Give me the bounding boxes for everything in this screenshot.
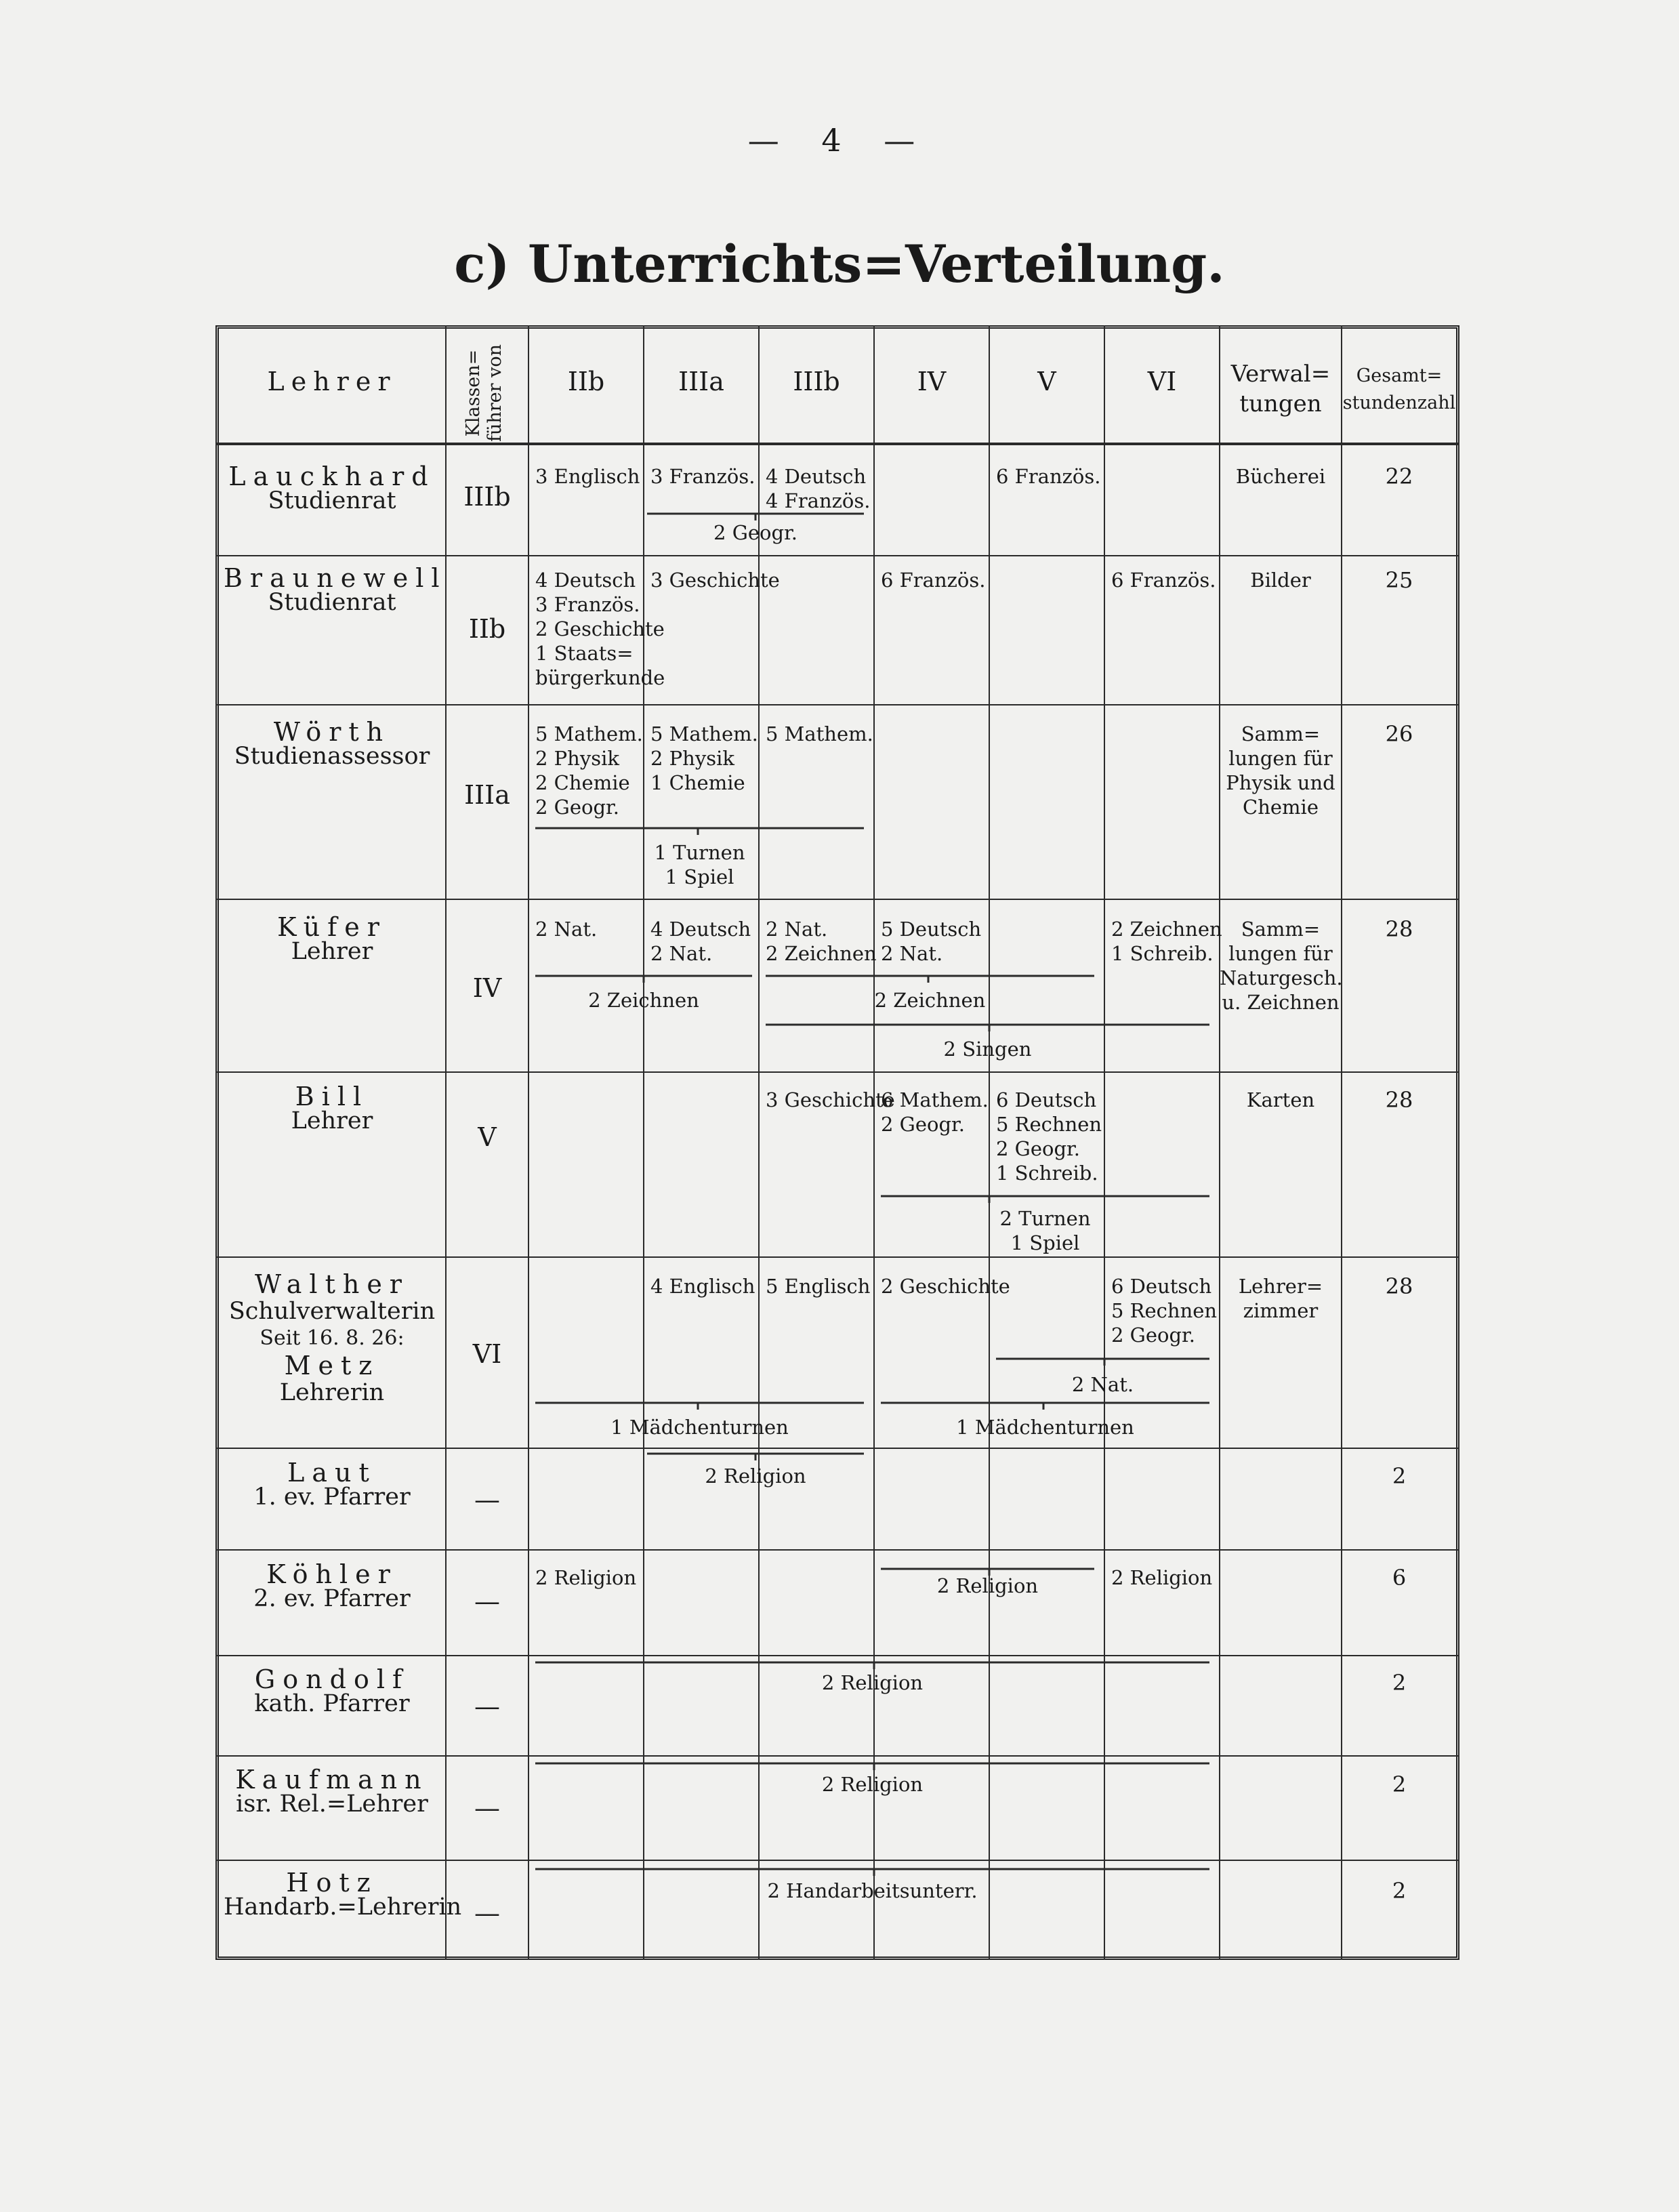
lesson-cell: 4 Deutsch 2 Nat.: [650, 918, 751, 965]
span-label: 2 Geogr.: [713, 521, 797, 544]
span-label: 2 Zeichnen: [588, 989, 699, 1012]
teacher-kuefer: Küfer Lehrer: [277, 912, 387, 965]
total-cell: 22: [1385, 464, 1413, 489]
teacher-walther: Walther Schulverwalterin Seit 16. 8. 26: Metz Lehrerin: [228, 1269, 436, 1406]
lesson-cell: 6 Französ.: [1111, 569, 1216, 592]
total-cell: 6: [1392, 1565, 1407, 1591]
lesson-cell: 5 Deutsch 2 Nat.: [881, 918, 982, 965]
page-number: — 4 —: [747, 122, 932, 159]
total-cell: 25: [1385, 567, 1413, 593]
lesson-cell: 3 Geschichte: [650, 569, 780, 592]
admin-cell: Bücherei: [1235, 465, 1326, 488]
total-cell: 2: [1392, 1463, 1407, 1489]
header-col-iiia: IIIa: [678, 367, 724, 396]
lesson-cell: 6 Deutsch 5 Rechnen 2 Geogr.: [1111, 1275, 1218, 1347]
span-label: 1 Mädchenturnen: [956, 1416, 1134, 1439]
teacher-braunewell: Braunewell Studienrat: [224, 563, 447, 616]
header-col-v: V: [1037, 367, 1056, 396]
teacher-kaufmann: Kaufmann isr. Rel.=Lehrer: [235, 1765, 429, 1818]
total-cell: 2: [1392, 1771, 1407, 1797]
span-label: 2 Zeichnen: [874, 989, 986, 1012]
header-gesamt: Gesamt= stundenzahl: [1342, 365, 1456, 413]
header-lehrer: Lehrer: [267, 367, 397, 396]
header-col-iiib: IIIb: [793, 367, 840, 396]
total-cell: 28: [1385, 1087, 1413, 1113]
class-lead: —: [474, 1586, 500, 1616]
teacher-lauckhard: Lauckhard Studienrat: [228, 462, 436, 514]
span-label: 2 Religion: [936, 1574, 1039, 1597]
span-label: 2 Singen: [943, 1038, 1032, 1061]
span-label: 2 Handarbeitsunterr.: [767, 1879, 978, 1902]
admin-cell: Samm= lungen für Physik und Chemie: [1226, 722, 1335, 819]
lesson-cell: 4 Deutsch 3 Französ. 2 Geschichte 1 Staats= bürgerkunde: [535, 569, 665, 689]
total-cell: 2: [1392, 1670, 1407, 1696]
lesson-cell: 2 Geschichte: [881, 1275, 1010, 1298]
lesson-cell: 3 Englisch: [535, 465, 640, 488]
total-cell: 28: [1385, 1273, 1413, 1299]
lesson-cell: 2 Nat. 2 Zeichnen: [766, 918, 877, 965]
admin-cell: Karten: [1246, 1088, 1315, 1111]
lesson-cell: 3 Französ.: [650, 465, 755, 488]
class-lead: IV: [472, 973, 502, 1003]
total-cell: 28: [1385, 916, 1413, 942]
teacher-laut: Laut 1. ev. Pfarrer: [253, 1458, 411, 1511]
class-lead: —: [474, 1485, 500, 1515]
lesson-cell: 6 Französ.: [996, 465, 1101, 488]
admin-cell: Samm= lungen für Naturgesch. u. Zeichnen: [1220, 918, 1343, 1014]
class-lead: IIIa: [464, 780, 510, 810]
lesson-cell: 6 Mathem. 2 Geogr.: [881, 1088, 989, 1136]
admin-cell: Bilder: [1250, 569, 1311, 592]
lesson-cell: 2 Nat.: [535, 918, 598, 941]
lesson-cell: 3 Geschichte: [766, 1088, 895, 1111]
total-cell: 2: [1392, 1878, 1407, 1904]
lesson-cell: 6 Französ.: [881, 569, 986, 592]
lesson-cell: 5 Mathem.: [766, 722, 873, 745]
span-label: 2 Religion: [821, 1671, 924, 1694]
span-label: 2 Nat.: [1071, 1373, 1134, 1396]
total-cell: 26: [1385, 721, 1413, 747]
span-label: 2 Turnen 1 Spiel: [999, 1207, 1091, 1254]
lesson-cell: 6 Deutsch 5 Rechnen 2 Geogr. 1 Schreib.: [996, 1088, 1102, 1185]
header-col-vi: VI: [1147, 367, 1177, 396]
admin-cell: Lehrer= zimmer: [1238, 1275, 1323, 1322]
header-col-iv: IV: [917, 367, 947, 396]
lesson-cell: 4 Deutsch 4 Französ.: [766, 465, 871, 512]
teacher-woerth: Wörth Studienassessor: [234, 717, 430, 770]
lesson-cell: 5 Mathem. 2 Physik 1 Chemie: [650, 722, 758, 794]
span-label: 2 Religion: [821, 1773, 924, 1796]
header-col-iib: IIb: [567, 367, 605, 396]
lesson-cell: 2 Zeichnen 1 Schreib.: [1111, 918, 1222, 965]
lesson-cell: 5 Mathem. 2 Physik 2 Chemie 2 Geogr.: [535, 722, 643, 819]
span-label: 2 Religion: [705, 1465, 806, 1488]
span-label: 1 Mädchenturnen: [610, 1416, 789, 1439]
teacher-bill: Bill Lehrer: [291, 1082, 373, 1134]
teacher-gondolf: Gondolf kath. Pfarrer: [254, 1664, 410, 1717]
class-lead: IIb: [468, 614, 506, 644]
lesson-cell: 2 Religion: [1111, 1566, 1213, 1589]
class-lead: —: [474, 1692, 500, 1721]
page-title: c) Unterrichts=Verteilung.: [454, 234, 1225, 294]
lesson-cell: 4 Englisch: [650, 1275, 755, 1298]
lesson-cell: 2 Religion: [535, 1566, 637, 1589]
header-klassenfuehrer: Klassen= führer von: [463, 344, 505, 443]
class-lead: V: [478, 1122, 497, 1152]
class-lead: —: [474, 1793, 500, 1823]
header-verwaltungen: Verwal= tungen: [1230, 361, 1331, 417]
class-lead: VI: [472, 1339, 502, 1369]
teacher-koehler: Köhler 2. ev. Pfarrer: [253, 1559, 411, 1612]
teacher-hotz: Hotz Handarb.=Lehrerin: [224, 1868, 462, 1921]
class-lead: —: [474, 1898, 500, 1928]
class-lead: IIIb: [463, 482, 511, 512]
lesson-cell: 5 Englisch: [766, 1275, 871, 1298]
span-label: 1 Turnen 1 Spiel: [654, 841, 745, 888]
